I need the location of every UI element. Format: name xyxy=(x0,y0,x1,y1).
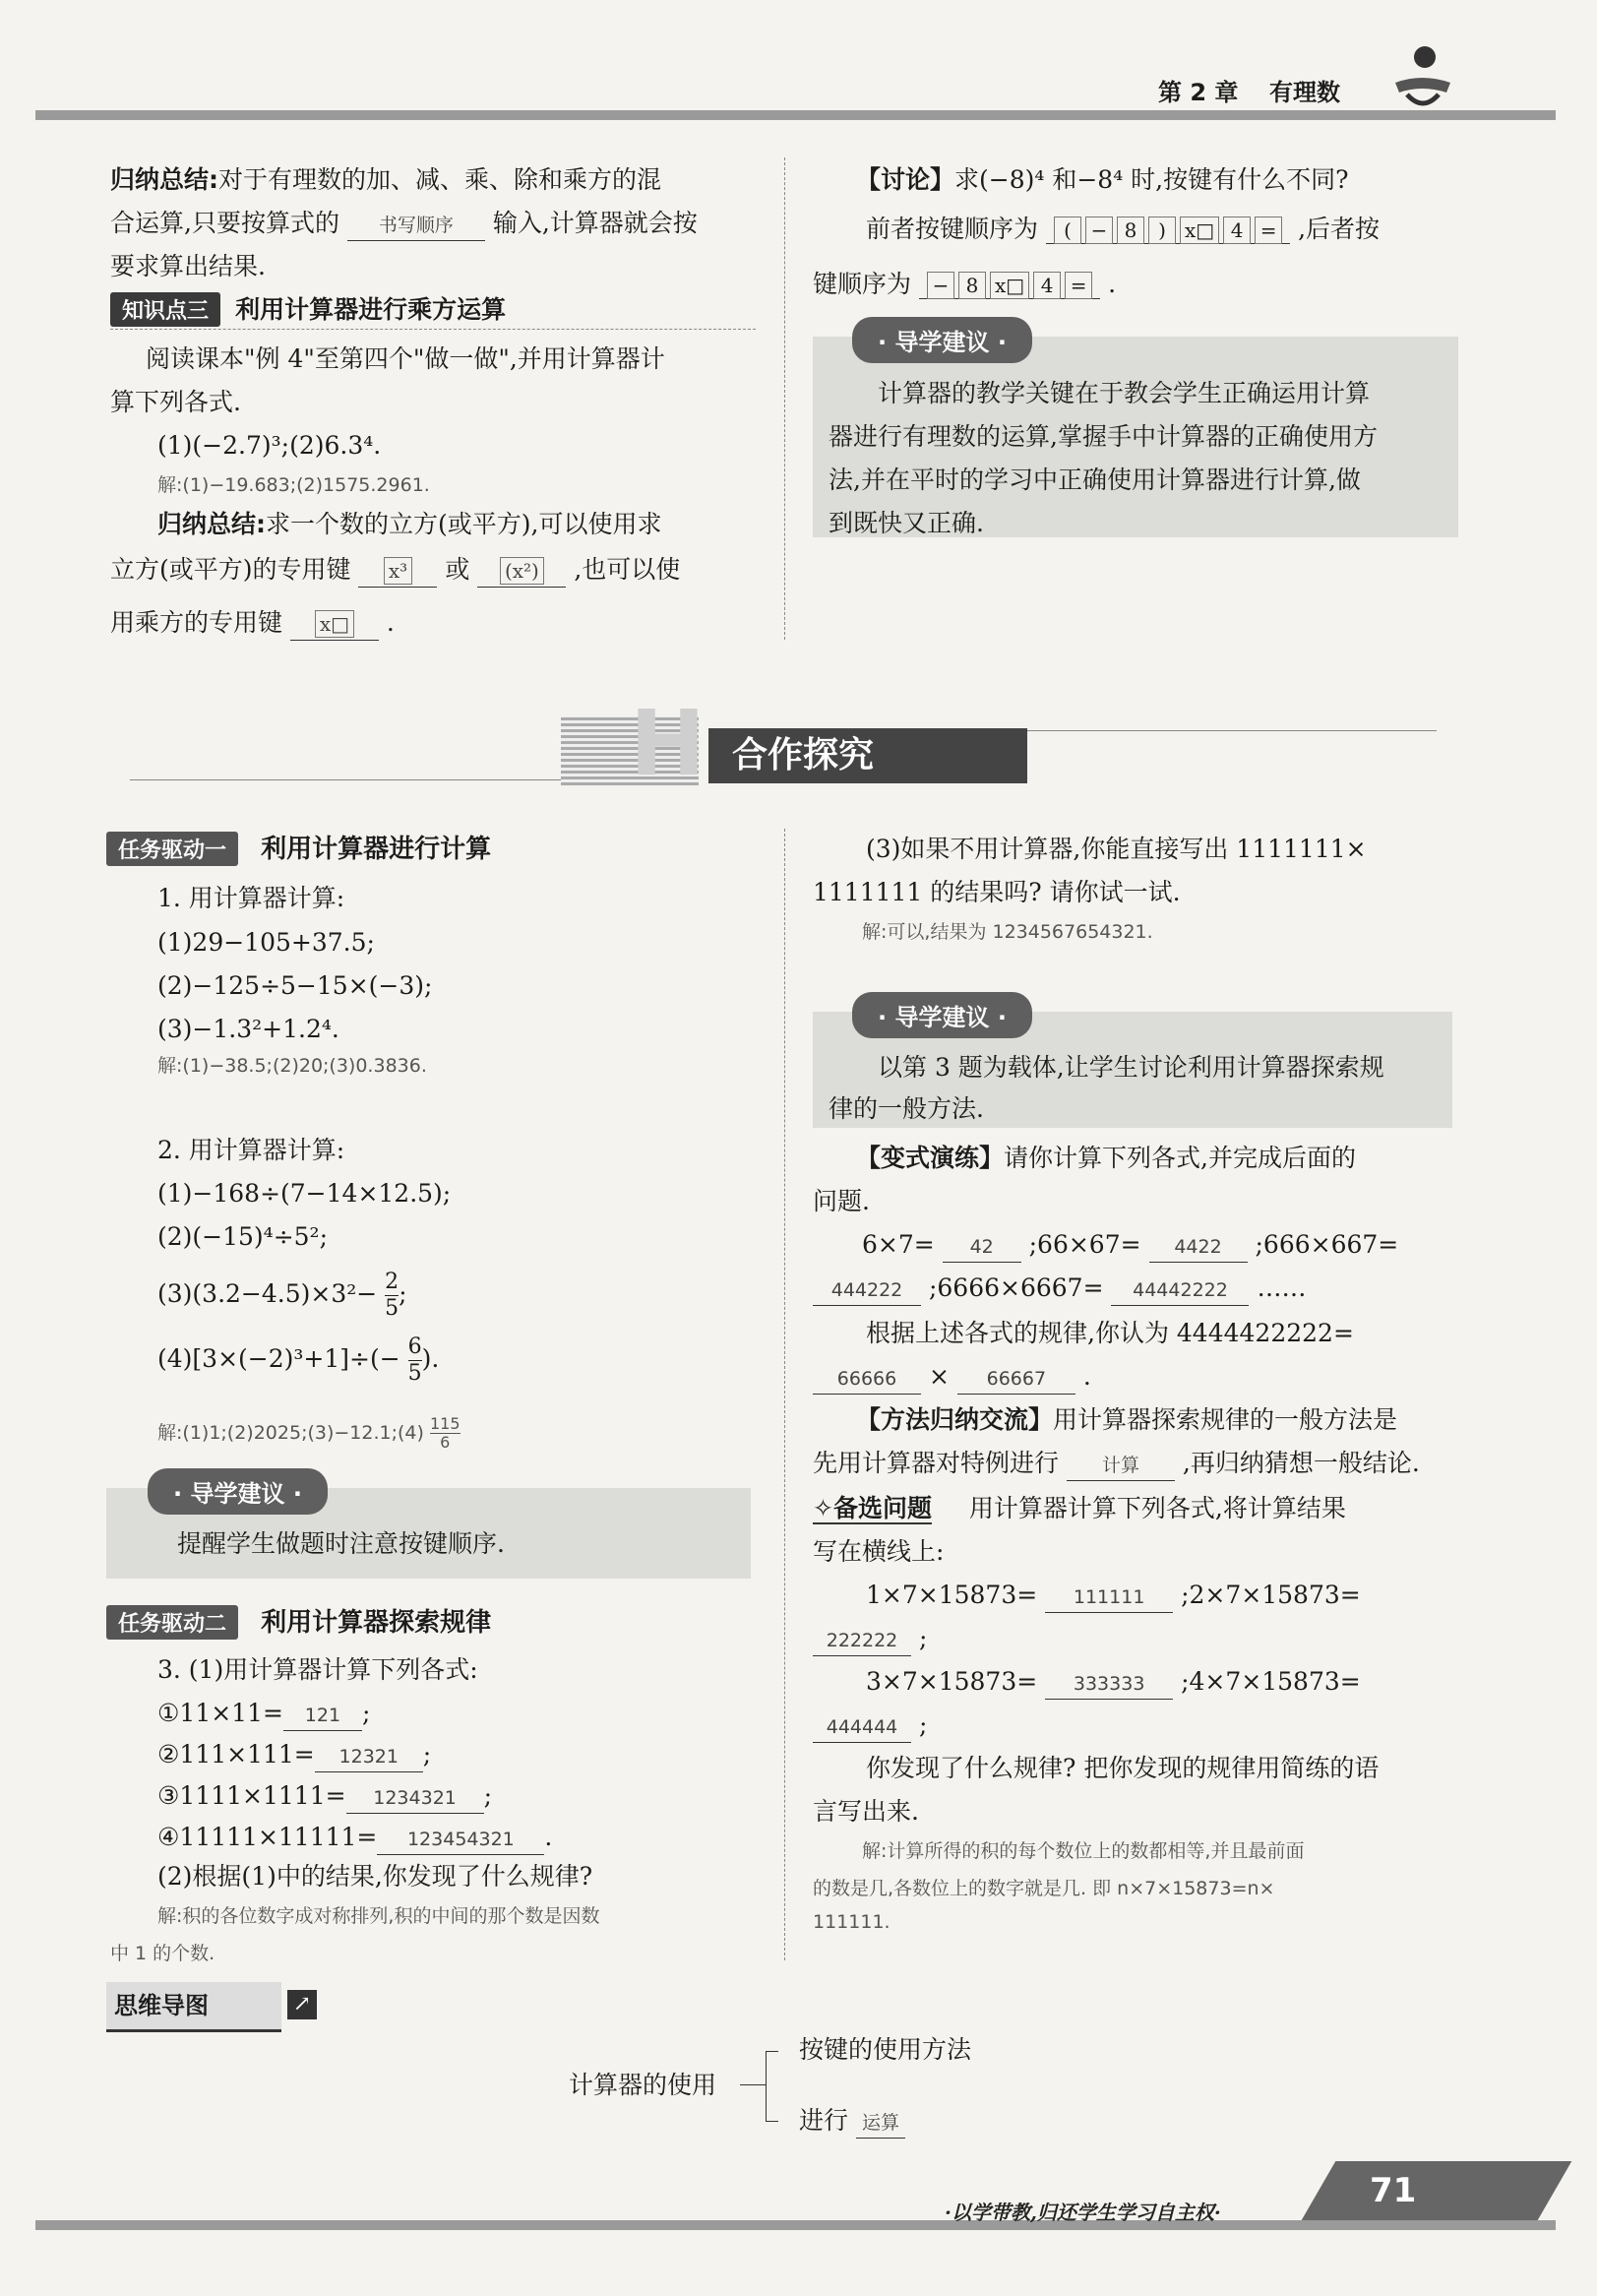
handwritten-answer: 解:(1)1;(2)2025;(3)−12.1;(4) xyxy=(157,1422,424,1444)
handwritten-answer: 111111. xyxy=(813,1911,891,1933)
question-text: 1. 用计算器计算: xyxy=(157,884,345,912)
equation-text: ;66×67= xyxy=(1028,1230,1141,1259)
fraction: $\frac{6}{5}$ xyxy=(407,1334,422,1386)
calc-key-icon: 4 xyxy=(1223,217,1251,244)
question-item: (3)(3.2−4.5)×3²− xyxy=(157,1279,378,1308)
answer-blank: 121 xyxy=(283,1701,362,1731)
summary-text: 求一个数的立方(或平方),可以使用求 xyxy=(266,510,662,538)
cube-key-icon: x³ xyxy=(384,557,412,585)
calc-key-icon: ) xyxy=(1148,217,1176,244)
mindmap-branch: 按键的使用方法 xyxy=(799,2035,972,2064)
question-item: (4)[3×(−2)³+1]÷(− xyxy=(157,1344,400,1373)
or-text: 或 xyxy=(445,555,470,584)
equation-text: 1×7×15873= xyxy=(866,1581,1038,1609)
result-row xyxy=(157,1693,552,1734)
arrow-icon: ↗ xyxy=(287,1990,317,2019)
answer-blank xyxy=(290,610,379,641)
result-row xyxy=(157,1817,552,1858)
task-tag: 任务驱动一 xyxy=(106,832,238,866)
mindmap-tag: 思维导图 xyxy=(106,1982,281,2032)
question-item: (3)−1.3²+1.2⁴. xyxy=(157,1015,339,1043)
equation-text: ;6666×6667= xyxy=(928,1273,1104,1302)
answer-blank: 运算 xyxy=(856,2108,905,2139)
equation-text: …… xyxy=(1257,1273,1307,1302)
summary-text: 输入,计算器就会按 xyxy=(492,209,698,237)
text-line: 以第 3 题为载体,让学生讨论利用计算器探索规 xyxy=(878,1053,1384,1082)
text-line: 律的一般方法. xyxy=(829,1094,984,1123)
period: . xyxy=(1082,1362,1091,1391)
punctuation: ; xyxy=(361,1699,371,1727)
answer-blank: 44442222 xyxy=(1111,1275,1249,1306)
fraction: $\frac{2}{5}$ xyxy=(385,1270,399,1321)
question-text: 2. 用计算器计算: xyxy=(157,1136,345,1164)
answer-blank: 222222 xyxy=(813,1626,911,1656)
subject-label: 有理数 xyxy=(1269,79,1340,106)
answer-blank: 42 xyxy=(943,1232,1021,1263)
diamond-icon: ✧ xyxy=(813,1494,833,1522)
task-title: 利用计算器进行计算 xyxy=(261,835,492,864)
answer-blank: 计算 xyxy=(1067,1451,1175,1481)
mindmap-root: 计算器的使用 xyxy=(569,2071,717,2099)
variant-text: 请你计算下列各式,并完成后面的 xyxy=(1004,1144,1356,1172)
guide-label: · 导学建议 · xyxy=(852,317,1032,363)
answer-blank: 444222 xyxy=(813,1275,921,1306)
semicolon: ; xyxy=(918,1710,928,1739)
section-tag: 知识点三 xyxy=(110,292,220,327)
answer-blank: 444444 xyxy=(813,1712,911,1743)
text-line: 法,并在平时的学习中正确使用计算器进行计算,做 xyxy=(829,465,1361,494)
calc-key-icon: x□ xyxy=(990,272,1029,299)
answer-blank xyxy=(477,557,566,588)
question-item: (1)−168÷(7−14×12.5); xyxy=(157,1179,452,1208)
question-text: 1111111 的结果吗? 请你试一试. xyxy=(813,878,1181,906)
power-key-icon: x□ xyxy=(315,610,354,638)
calc-key-icon: ( xyxy=(1054,217,1081,244)
summary-label: 归纳总结: xyxy=(110,165,218,194)
period: . xyxy=(1108,270,1117,298)
page-tab xyxy=(1302,2161,1572,2220)
summary-label: 归纳总结: xyxy=(157,510,266,538)
variant-text: 问题. xyxy=(813,1187,870,1215)
mindmap-branch: 进行 xyxy=(799,2106,849,2135)
extra-text: 用计算器计算下列各式,将计算结果 xyxy=(968,1494,1346,1522)
question-text: 言写出来. xyxy=(813,1797,919,1826)
key-sequence-1 xyxy=(1046,215,1290,244)
question-item: (2)(−15)⁴÷5²; xyxy=(157,1222,328,1251)
mindmap-bracket xyxy=(766,2051,778,2122)
kp3-heading xyxy=(110,290,506,326)
guide-text xyxy=(829,372,1378,545)
key-seq-text: 前者按键顺序为 xyxy=(866,215,1039,243)
method-text: ,再归纳猜想一般结论. xyxy=(1182,1449,1420,1477)
fraction: $\frac{115}{6}$ xyxy=(429,1414,461,1452)
times-sign: × xyxy=(928,1362,950,1391)
question-item: (1)29−105+37.5; xyxy=(157,928,375,957)
answer-blank xyxy=(358,557,437,588)
calc-key-icon: 4 xyxy=(1033,272,1061,299)
handwritten-answer: 解:计算所得的积的每个数位上的数都相等,并且最前面 xyxy=(862,1840,1305,1862)
extra-text: 写在横线上: xyxy=(813,1537,945,1566)
key-sequence-2 xyxy=(919,270,1100,299)
handwritten-answer: 解:积的各位数字成对称排列,积的中间的那个数是因数 xyxy=(157,1905,600,1927)
variant-label: 【变式演练】 xyxy=(856,1144,1005,1172)
square-key-icon: (x²) xyxy=(500,557,544,585)
equation-text: ;2×7×15873= xyxy=(1181,1581,1361,1609)
header-rule xyxy=(35,110,1556,120)
method-text: 用计算器探索规律的一般方法是 xyxy=(1053,1405,1398,1434)
calc-key-icon: 8 xyxy=(1117,217,1144,244)
footer-slogan: ·以学带教,归还学生学习自主权· xyxy=(945,2201,1221,2224)
task-tag: 任务驱动二 xyxy=(106,1605,238,1640)
answer-blank: 333333 xyxy=(1045,1669,1173,1700)
result-row xyxy=(157,1734,552,1775)
instruction-text: 阅读课本"例 4"至第四个"做一做",并用计算器计 xyxy=(146,344,665,373)
punctuation: . xyxy=(544,1823,553,1851)
discuss-label: 【讨论】 xyxy=(856,165,955,194)
handwritten-answer: 解:(1)−38.5;(2)20;(3)0.3836. xyxy=(157,1055,427,1077)
section-title: 利用计算器进行乘方运算 xyxy=(235,295,507,324)
method-label: 【方法归纳交流】 xyxy=(856,1405,1054,1434)
period: . xyxy=(386,608,395,637)
calc-key-icon: − xyxy=(927,272,954,299)
calc-key-icon: − xyxy=(1085,217,1113,244)
summary-text: ,也可以使 xyxy=(574,555,681,584)
question-text: 3. (1)用计算器计算下列各式: xyxy=(157,1655,478,1684)
result-rows xyxy=(157,1693,552,1858)
equation-text: 根据上述各式的规律,你认为 4444422222= xyxy=(866,1319,1354,1347)
equation-text: ;4×7×15873= xyxy=(1181,1667,1361,1696)
answer-blank: 123454321 xyxy=(377,1825,544,1855)
question-items xyxy=(157,921,432,1051)
equation-text: ①11×11= xyxy=(157,1699,283,1727)
calc-key-icon: 8 xyxy=(958,272,986,299)
chapter-label: 第 2 章 xyxy=(1158,79,1239,106)
guide-text: 提醒学生做题时注意按键顺序. xyxy=(177,1529,505,1558)
question-text: (3)如果不用计算器,你能直接写出 1111111× xyxy=(866,835,1367,863)
task-title: 利用计算器探索规律 xyxy=(261,1608,492,1638)
equation-text: ④11111×11111= xyxy=(157,1823,378,1851)
handwritten-answer: 解:可以,结果为 1234567654321. xyxy=(862,921,1153,943)
task1-heading xyxy=(106,829,491,866)
summary-text: 用乘方的专用键 xyxy=(110,608,283,637)
answer-blank: 书写顺序 xyxy=(347,211,485,241)
equation-text: ③1111×1111= xyxy=(157,1781,346,1810)
summary-text: 对于有理数的加、减、乘、除和乘方的混 xyxy=(218,165,662,194)
summary-text: 合运算,只要按算式的 xyxy=(110,209,339,237)
guide-label: · 导学建议 · xyxy=(852,992,1032,1038)
handwritten-answer: 的数是几,各数位上的数字就是几. 即 n×7×15873=n× xyxy=(813,1878,1275,1899)
punctuation: ; xyxy=(422,1740,432,1769)
equation-text: ;666×667= xyxy=(1255,1230,1399,1259)
answer-blank: 66667 xyxy=(957,1364,1075,1395)
text-line: 计算器的教学关键在于教会学生正确运用计算 xyxy=(878,379,1371,407)
guide-label: · 导学建议 · xyxy=(148,1468,328,1515)
key-seq-text: 键顺序为 xyxy=(813,270,912,298)
result-row xyxy=(157,1775,552,1817)
summary-text: 要求算出结果. xyxy=(110,252,266,280)
guide-text xyxy=(829,1047,1384,1130)
page-number: 71 xyxy=(1370,2171,1417,2210)
equation-text: 6×7= xyxy=(862,1230,935,1259)
method-text: 先用计算器对特例进行 xyxy=(813,1449,1060,1477)
handwritten-answer: 中 1 的个数. xyxy=(110,1943,215,1964)
banner-title: 合作探究 xyxy=(708,728,1027,783)
text-line: 器进行有理数的运算,掌握手中计算器的正确使用方 xyxy=(829,422,1378,451)
key-seq-text: ,后者按 xyxy=(1298,215,1381,243)
handwritten-answer: 解:(1)−19.683;(2)1575.2961. xyxy=(157,474,430,496)
logo-icon xyxy=(1387,43,1456,114)
task2-heading xyxy=(106,1602,491,1640)
expression-text: (1)(−2.7)³;(2)6.3⁴. xyxy=(157,431,382,460)
question-text: 你发现了什么规律? 把你发现的规律用简练的语 xyxy=(866,1754,1380,1782)
instruction-text: 算下列各式. xyxy=(110,388,241,416)
answer-blank: 1234321 xyxy=(346,1783,484,1814)
calc-key-icon: x□ xyxy=(1180,217,1219,244)
summary-text: 立方(或平方)的专用键 xyxy=(110,555,351,584)
calc-key-icon: = xyxy=(1255,217,1282,244)
answer-blank: 12321 xyxy=(315,1742,423,1772)
answer-blank: 111111 xyxy=(1045,1582,1173,1613)
banner-letter: H xyxy=(630,691,706,796)
question-item: (2)−125÷5−15×(−3); xyxy=(157,971,433,1000)
extra-label: ✧备选问题 xyxy=(813,1494,932,1522)
equation-text: 3×7×15873= xyxy=(866,1667,1038,1696)
footer-rule xyxy=(35,2220,1556,2230)
answer-blank: 4422 xyxy=(1149,1232,1248,1263)
mindmap-connector xyxy=(740,2084,766,2085)
equation-text: ②111×111= xyxy=(157,1740,315,1769)
text-line: 到既快又正确. xyxy=(829,509,984,537)
calc-key-icon: = xyxy=(1065,272,1092,299)
discuss-text: 求(−8)⁴ 和−8⁴ 时,按键有什么不同? xyxy=(954,165,1349,194)
answer-blank: 66666 xyxy=(813,1364,921,1395)
question-text: (2)根据(1)中的结果,你发现了什么规律? xyxy=(157,1862,593,1891)
punctuation: ; xyxy=(483,1781,492,1810)
semicolon: ; xyxy=(918,1624,928,1652)
